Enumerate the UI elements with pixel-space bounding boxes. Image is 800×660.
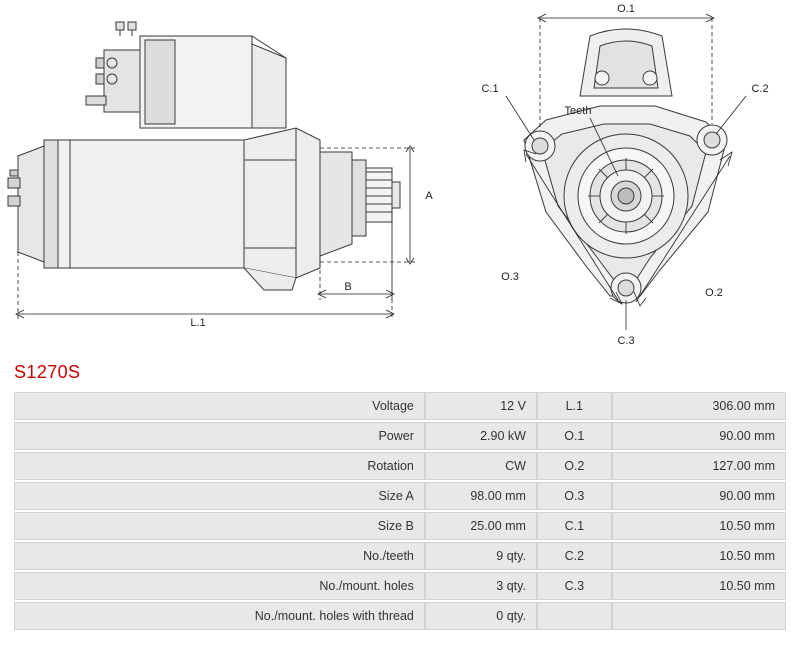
dim-code: L.1 <box>537 392 612 420</box>
spec-label: Size A <box>14 482 425 510</box>
dim-code-value: 10.50 mm <box>612 512 786 540</box>
spec-label: Power <box>14 422 425 450</box>
dim-code: C.3 <box>537 572 612 600</box>
starter-front-view <box>450 0 800 350</box>
spec-label: No./mount. holes <box>14 572 425 600</box>
spec-label: No./teeth <box>14 542 425 570</box>
table-row <box>14 452 786 480</box>
dim-label-teeth: Teeth <box>564 105 592 117</box>
dim-label-C3: C.3 <box>617 335 635 347</box>
spec-value: 9 qty. <box>425 542 537 570</box>
dim-label-L1: L.1 <box>190 317 206 329</box>
dim-code: C.1 <box>537 512 612 540</box>
dim-code-value: 127.00 mm <box>612 452 786 480</box>
dim-label-A: A <box>425 190 433 202</box>
spec-value: 25.00 mm <box>425 512 537 540</box>
table-row <box>14 392 786 420</box>
dim-code-value <box>612 602 786 630</box>
dim-label-O1: O.1 <box>617 3 635 15</box>
spec-label: Voltage <box>14 392 425 420</box>
dim-code-value: 90.00 mm <box>612 422 786 450</box>
dim-code <box>537 602 612 630</box>
dim-label-O3: O.3 <box>501 271 519 283</box>
spec-value: 12 V <box>425 392 537 420</box>
dim-code-value: 306.00 mm <box>612 392 786 420</box>
spec-value: 2.90 kW <box>425 422 537 450</box>
spec-label: Size B <box>14 512 425 540</box>
dim-label-C1: C.1 <box>481 83 499 95</box>
table-row <box>14 512 786 540</box>
dim-code-value: 10.50 mm <box>612 572 786 600</box>
table-row <box>14 422 786 450</box>
dim-code: C.2 <box>537 542 612 570</box>
dim-code-value: 90.00 mm <box>612 482 786 510</box>
spec-value: CW <box>425 452 537 480</box>
spec-label: No./mount. holes with thread <box>14 602 425 630</box>
part-number: S1270S <box>14 362 81 382</box>
dim-code: O.1 <box>537 422 612 450</box>
dim-label-C2: C.2 <box>751 83 769 95</box>
table-row <box>14 572 786 600</box>
dim-label-O2: O.2 <box>705 287 723 299</box>
spec-value: 3 qty. <box>425 572 537 600</box>
spec-label: Rotation <box>14 452 425 480</box>
specification-table <box>14 390 786 632</box>
spec-value: 0 qty. <box>425 602 537 630</box>
dim-code-value: 10.50 mm <box>612 542 786 570</box>
dim-code: O.2 <box>537 452 612 480</box>
dim-code: O.3 <box>537 482 612 510</box>
spec-value: 98.00 mm <box>425 482 537 510</box>
starter-side-view <box>0 0 450 350</box>
table-row <box>14 542 786 570</box>
dim-label-B: B <box>344 281 352 293</box>
table-row <box>14 482 786 510</box>
table-row <box>14 602 786 630</box>
